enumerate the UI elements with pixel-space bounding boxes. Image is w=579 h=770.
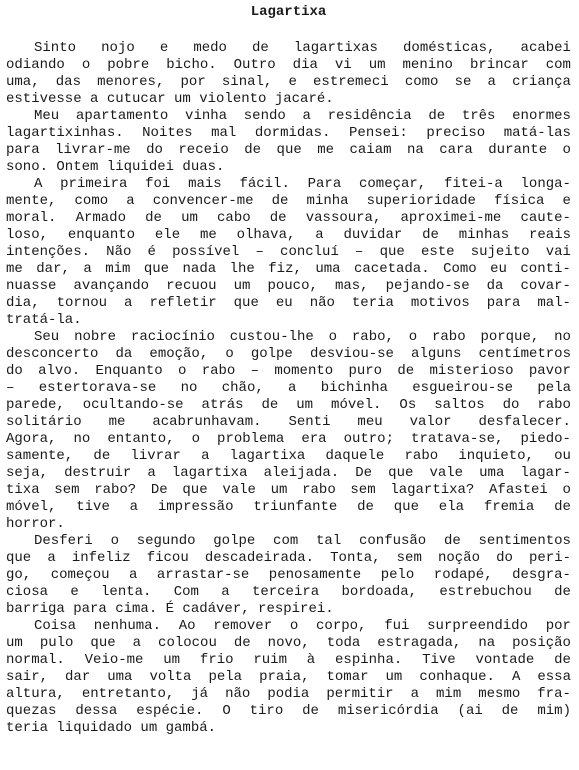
text-line: estivesse a cutucar um violento jacaré. [6,91,334,107]
text-line: ciosa e lenta. Com a terceira bordoada, estrebuchou de [6,584,571,600]
text-line: altura, entretanto, já não podia permitir a mim mesmo fra- [6,686,571,702]
text-line: – estertorava-se no chão, a bichinha esgueirou-se pela [6,380,571,396]
text-line: Agora, no entanto, o problema era outro; tratava-se, piedo- [6,431,571,447]
text-line: barriga para cima. É cadáver, respirei. [6,601,334,617]
text-line: samente, de livrar a lagartixa daquele rabo inquieto, ou [6,448,571,464]
text-line: parede, ocultando-se atrás de um móvel. Os saltos do rabo [6,397,571,413]
text-line: intenções. Não é possível – concluí – que este sujeito vai [6,244,571,260]
text-line: uma, das menores, por sinal, e estremeci como se a criança [6,74,571,90]
paragraph [6,533,571,618]
text-line: tixa sem rabo? De que vale um rabo sem lagartixa? Afastei o [6,482,571,498]
text-line: sair, dar uma volta pela praia, tomar um conhaque. A essa [6,669,571,685]
text-line: normal. Veio-me um frio ruim à espinha. Tive vontade de [6,652,571,668]
text-line: go, começou a arrastar-se penosamente pelo rodapé, desgra- [6,567,571,583]
document-title: Lagartixa [250,4,327,20]
paragraph [6,108,571,176]
text-line: Coisa nenhuma. Ao remover o corpo, fui surpreendido por [34,618,571,634]
document-body [6,40,571,737]
text-line: Sinto nojo e medo de lagartixas domésticas, acabei [34,40,571,56]
text-line: que a infeliz ficou descadeirada. Tonta, sem noção do peri- [6,550,571,566]
text-line: Meu apartamento vinha sendo a residência de três enormes [34,108,571,124]
text-line: mente, como a convencer-me de minha superioridade física e [6,193,571,209]
text-line: um pulo que a colocou de novo, toda estragada, na posição [6,635,571,651]
paragraph [6,176,571,329]
text-line: horror. [6,516,65,532]
text-line: dia, tornou a refletir que eu não teria motivos para mal- [6,295,571,311]
text-line: seja, destruir a lagartixa aleijada. De que vale uma lagar- [6,465,571,481]
text-line: tratá-la. [6,312,82,328]
text-line: desconcerto da emoção, o golpe desviou-se alguns centímetros [6,346,571,362]
text-line: teria liquidado um gambá. [6,720,217,736]
paragraph [6,618,571,737]
text-line: odiando o pobre bicho. Outro dia vi um menino brincar com [6,57,571,73]
text-line: para livrar-me do receio de que me caiam na cara durante o [6,142,571,158]
text-line: móvel, tive a impressão triunfante de que ela fremia de [6,499,571,515]
paragraph [6,40,571,108]
text-line: moral. Armado de um cabo de vassoura, aproximei-me caute- [6,210,571,226]
text-line: quezas dessa espécie. O tiro de misericórdia (ai de mim) [6,703,571,719]
text-line: loso, enquanto ele me olhava, a duvidar de minhas reais [6,227,571,243]
text-line: me dar, a mim que nada lhe fiz, uma cacetada. Como eu conti- [6,261,571,277]
text-line: Desferi o segundo golpe com tal confusão de sentimentos [34,533,571,549]
text-line: solitário me acabrunhavam. Senti meu valor desfalecer. [6,414,571,430]
text-line: Seu nobre raciocínio custou-lhe o rabo, o rabo porque, no [34,329,571,345]
text-line: sono. Ontem liquidei duas. [6,159,225,175]
text-line: do alvo. Enquanto o rabo – momento puro de misterioso pavor [6,363,571,379]
paragraph [6,329,571,533]
text-line: A primeira foi mais fácil. Para começar, fitei-a longa- [34,176,571,192]
text-line: nuasse avançando recuou um pouco, mas, pejando-se da covar- [6,278,571,294]
text-line: lagartixinhas. Noites mal dormidas. Pensei: preciso matá-las [6,125,571,141]
